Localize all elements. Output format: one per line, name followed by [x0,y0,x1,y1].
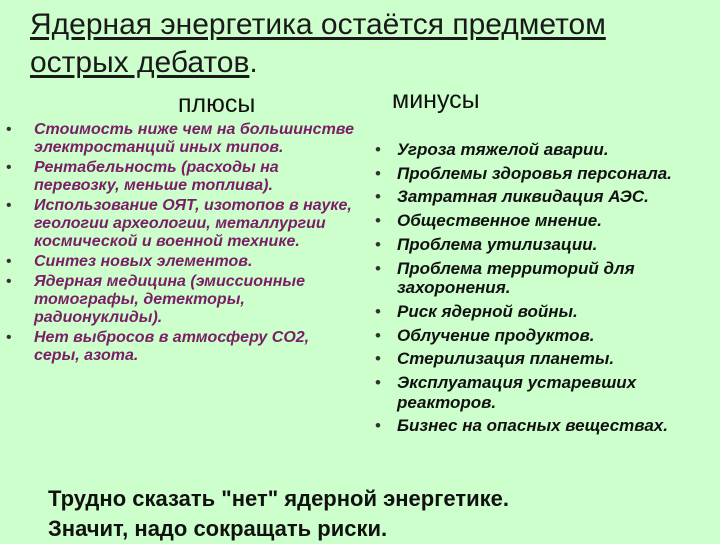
slide-title-period: . [249,46,258,79]
cons-item: • Облучение продуктов. [397,326,717,346]
cons-heading: минусы [392,86,480,114]
cons-item: • Общественное мнение. [397,211,717,231]
slide-title-text: Ядерная энергетика остаётся предметом острых дебатов [30,8,606,79]
cons-list [397,140,717,440]
cons-item: • Стерилизация планеты. [397,349,717,369]
pros-item: • Нет выбросов в атмосферу СО2, серы, азота. [34,329,354,365]
slide-title [30,6,690,82]
cons-item: • Проблема утилизации. [397,235,717,255]
pros-heading: плюсы [178,90,256,118]
cons-item: • Эксплуатация устаревших реакторов. [397,373,717,412]
conclusion-line-1: Трудно сказать "нет" ядерной энергетике. [48,486,509,511]
pros-item: • Использование ОЯТ, изотопов в науке, геологии археологии, металлургии космической и военной технике. [34,197,354,251]
conclusion [48,484,708,544]
cons-item: • Бизнес на опасных веществах. [397,416,717,436]
conclusion-line-2: Значит, надо сокращать риски. [48,516,388,541]
cons-item: • Проблемы здоровья персонала. [397,164,717,184]
cons-item: • Риск ядерной войны. [397,302,717,322]
pros-item: • Рентабельность (расходы на перевозку, меньше топлива). [34,159,354,195]
cons-item: • Затратная ликвидация АЭС. [397,187,717,207]
cons-item: • Проблема территорий для захоронения. [397,259,717,298]
pros-item: • Синтез новых элементов. [34,253,354,271]
cons-item: • Угроза тяжелой аварии. [397,140,717,160]
pros-list [34,121,354,367]
pros-item: • Ядерная медицина (эмиссионные томографы, детекторы, радионуклиды). [34,273,354,327]
pros-item: • Стоимость ниже чем на большинстве электростанций иных типов. [34,121,354,157]
